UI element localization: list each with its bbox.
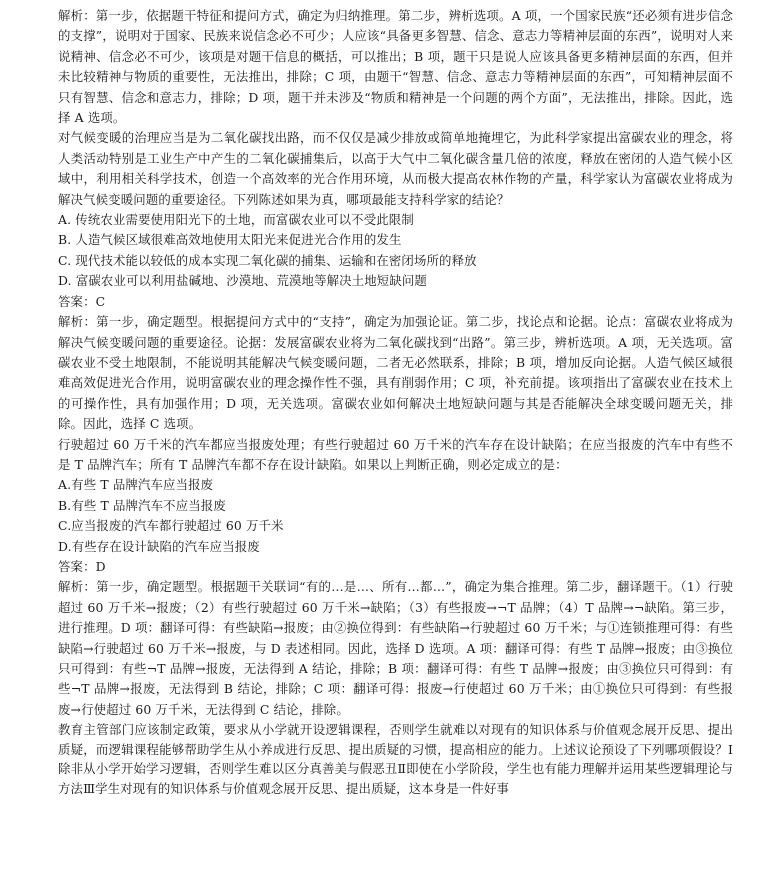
answer-line: 答案：D: [58, 558, 106, 574]
explanation-paragraph: 解析：第一步，确定题型。根据提问方式中的“支持”，确定为加强论证。第二步，找论点和论据。论点：富碳农业将成为解决气候变暖问题的重要途径。论据：发展富碳农业将为二氧化碳找到“出路”。第三步，辨析选项。A 项，无关选项。富碳农业不受土地限制，不能说明其能解决气候变暖问题，二者无必然联系，排除；B 项，增加反向论据。人造气候区域很难高效促进光合作用，说明富碳农业的理念操作性不强，具有削弱作用；C 项，补充前提。该项指出了富碳农业在技术上的可操作性，具有加强作用；D 项，无关选项。富碳农业如何解决土地短缺问题与其是否能解决全球变暖问题无关，排除。因此，选择 C 选项。: [58, 314, 733, 432]
option-b: B. 人造气候区域很难高效地使用太阳光来促进光合作用的发生: [58, 232, 402, 248]
option-d: D.有些存在设计缺陷的汽车应当报废: [58, 538, 260, 554]
option-a: A.有些 T 品牌汽车应当报废: [58, 477, 214, 493]
question-paragraph: 行驶超过 60 万千米的汽车都应当报废处理；有些行驶超过 60 万千米的汽车存在设计缺陷；在应当报废的汽车中有些不是 T 品牌汽车；所有 T 品牌汽车都不存在设计缺陷。如果以上判断正确，则必定成立的是：: [58, 436, 733, 472]
option-d: D. 富碳农业可以利用盐碱地、沙漠地、荒漠地等解决土地短缺问题: [58, 273, 427, 289]
question-paragraph: 教育主管部门应该制定政策，要求从小学就开设逻辑课程，否则学生就难以对现有的知识体系与价值观念展开反思、提出质疑，而逻辑课程能够帮助学生从小养成进行反思、提出质疑的习惯，提高相应的能力。上述议论预设了下列哪项假设？Ⅰ除非从小学开始学习逻辑，否则学生难以区分真善美与假恶丑Ⅱ即使在小学阶段，学生也有能力理解并运用某些逻辑理论与方法Ⅲ学生对现有的知识体系与价值观念展开反思、提出质疑，这本身是一件好事: [58, 722, 733, 796]
option-c: C. 现代技术能以较低的成本实现二氧化碳的捕集、运输和在密闭场所的释放: [58, 252, 477, 268]
explanation-paragraph: 解析：第一步，依据题干特征和提问方式，确定为归纳推理。第二步，辨析选项。A 项，一个国家民族“还必须有进步信念的支撑”，说明对于国家、民族来说信念必不可少；人应该“具备更多智慧、信念、意志力等精神层面的东西”，说明对人来说精神、信念必不可少，该项是对题干信息的概括，可以推出；B 项，题干只是说人应该具备更多精神层面的东西，但并未比较精神与物质的重要性，无法推出，排除；C 项，由题干“智慧、信念、意志力等精神层面的东西”，可知精神层面不只有智慧、信念和意志力，排除；D 项，题干并未涉及“物质和精神是一个问题的两个方面”，无法推出，排除。因此，选择 A 选项。: [58, 8, 733, 126]
option-b: B.有些 T 品牌汽车不应当报废: [58, 497, 226, 513]
question-paragraph: 对气候变暖的治理应当是为二氧化碳找出路，而不仅仅是减少排放或简单地掩埋它，为此科学家提出富碳农业的理念，将人类活动特别是工业生产中产生的二氧化碳捕集后，以高于大气中二氧化碳含量几倍的浓度，释放在密闭的人造气候小区域中，利用相关科学技术，创造一个高效率的光合作用环境，从而极大提高农林作物的产量，科学家认为富碳农业将成为解决气候变暖问题的重要途径。下列陈述如果为真，哪项最能支持科学家的结论？: [58, 130, 733, 207]
explanation-paragraph: 解析：第一步，确定题型。根据题干关联词“有的…是…、所有…都…”，确定为集合推理。第二步，翻译题干。（1）行驶超过 60 万千米→报废；（2）有些行驶超过 60 万千米→缺陷；（3）有些报废→¬T 品牌；（4）T 品牌→¬缺陷。第三步，进行推理。D 项：翻译可得：有些缺陷→报废；由②换位得到：有些缺陷→行驶超过 60 万千米；与①连锁推理可得：有些缺陷→行驶超过 60 万千米→报废，与 D 表述相同。因此，选择 D 选项。A 项：翻译可得：有些 T 品牌→报废；由③换位只可得到：有些¬T 品牌→报废，无法得到 A 结论，排除；B 项：翻译可得：有些 T 品牌→报废；由③换位只可得到：有些¬T 品牌→报废，无法得到 B 结论，排除；C 项：翻译可得：报废→行使超过 60 万千米；由①换位只可得到：有些报废→行使超过 60 万千米，无法得到 C 结论，排除。: [58, 579, 733, 717]
option-a: A. 传统农业需要使用阳光下的土地，而富碳农业可以不受此限制: [58, 212, 414, 228]
answer-line: 答案：C: [58, 293, 106, 309]
option-c: C.应当报废的汽车都行驶超过 60 万千米: [58, 518, 284, 534]
